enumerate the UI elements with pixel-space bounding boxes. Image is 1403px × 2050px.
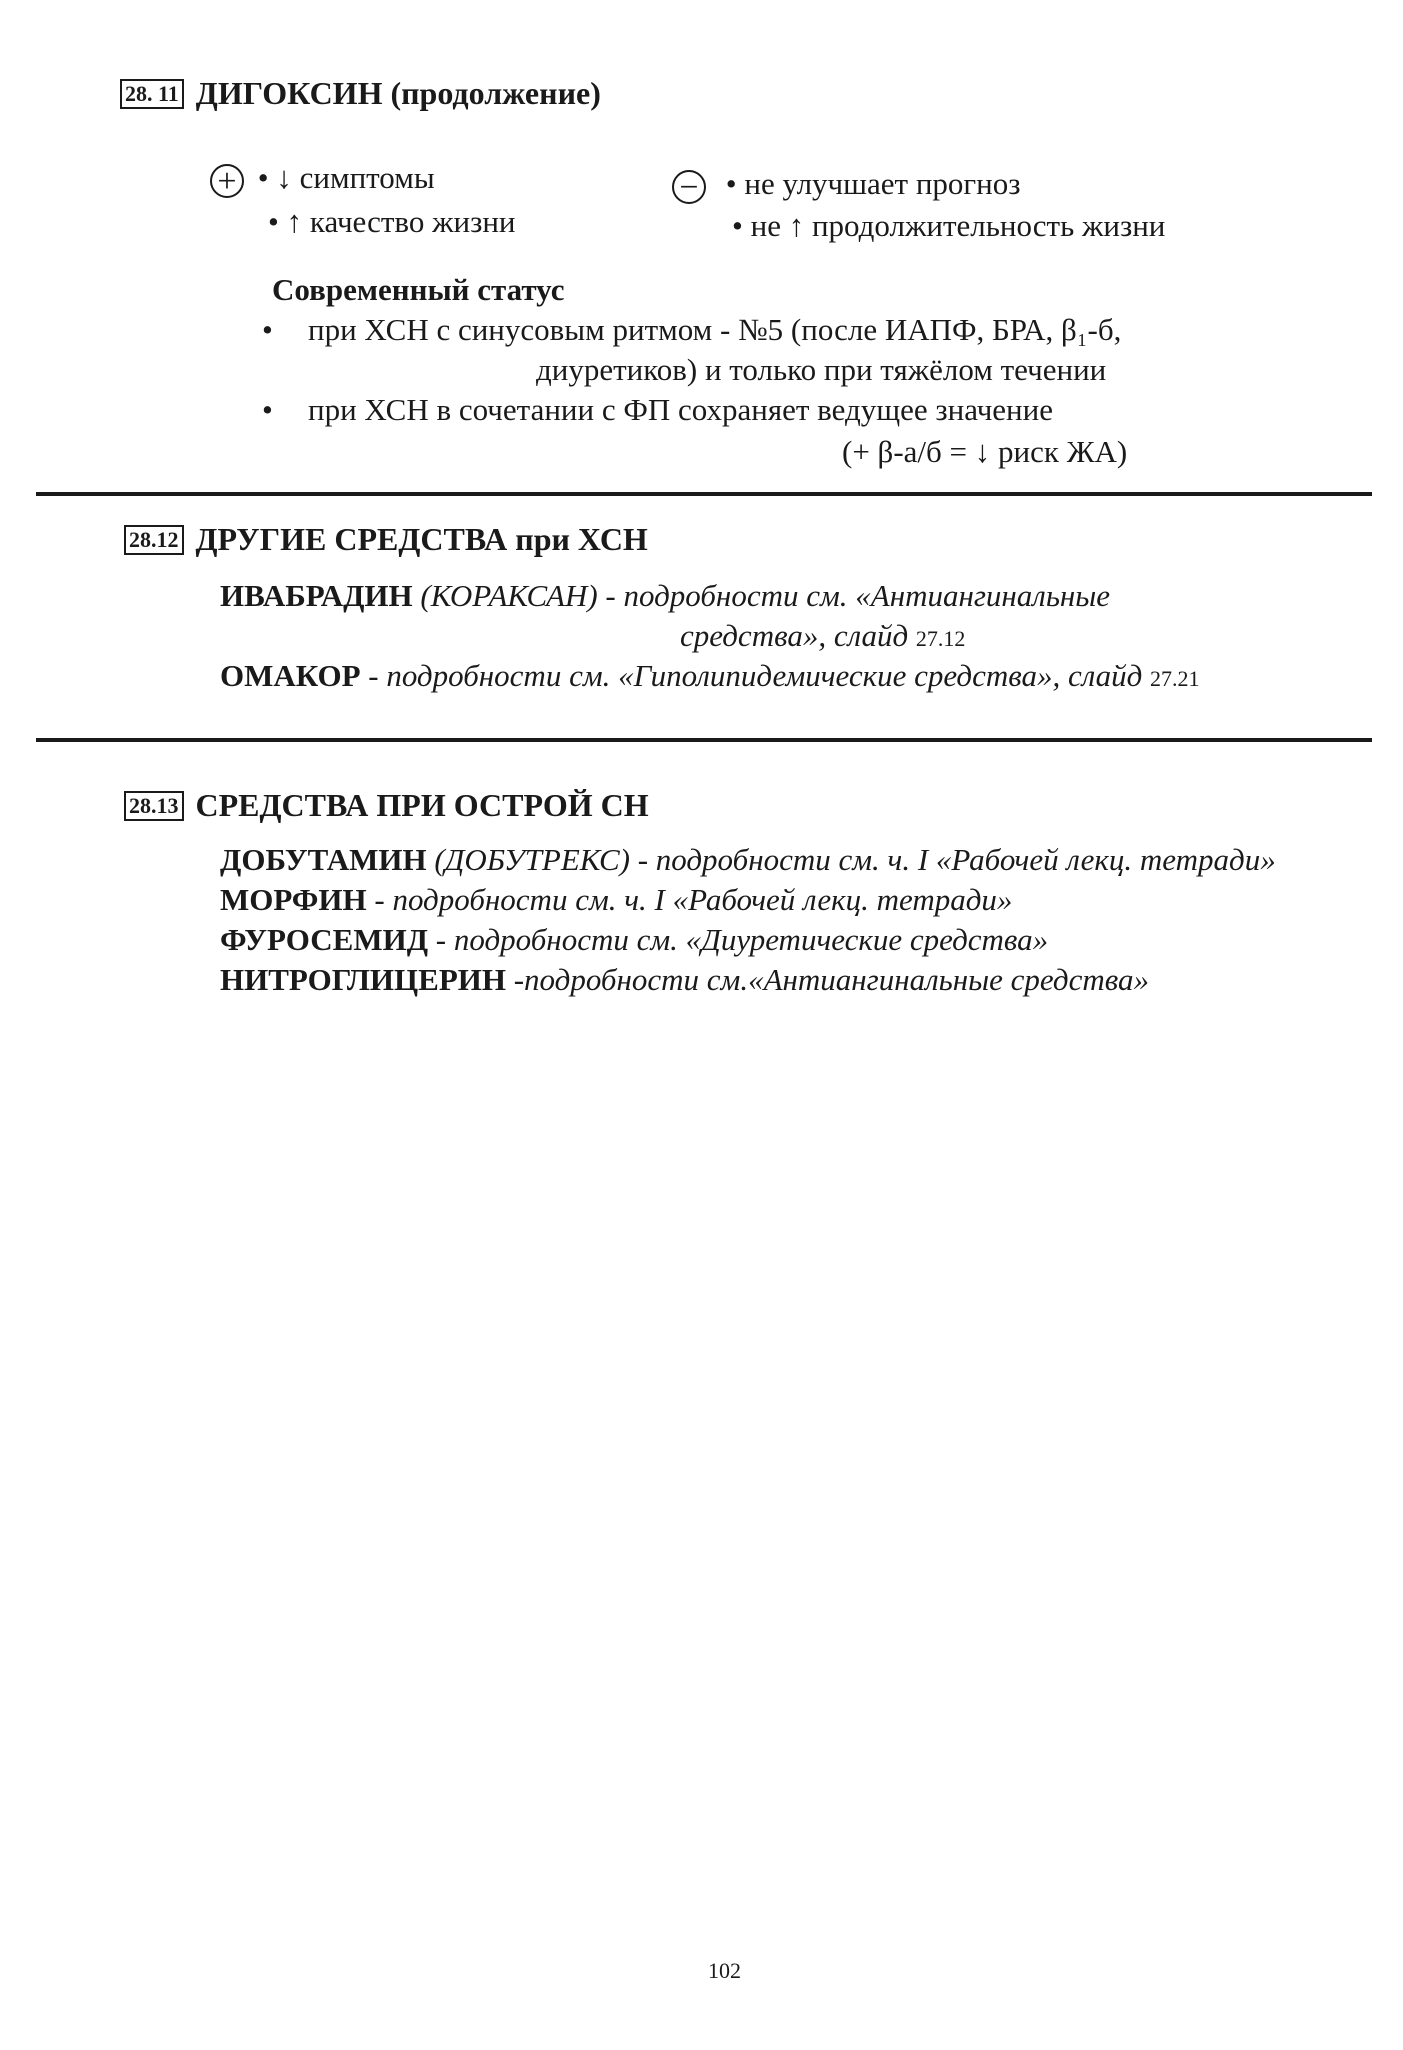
drug-name: ОМАКОР bbox=[220, 658, 361, 693]
drug-note: средства», слайд bbox=[680, 618, 916, 653]
section-28-11-heading bbox=[120, 72, 601, 112]
drug-name: ИВАБРАДИН bbox=[220, 578, 413, 613]
status-item-cont: диуретиков) и только при тяжёлом течении bbox=[536, 352, 1107, 387]
drug-line bbox=[220, 922, 1048, 958]
pros-block bbox=[210, 160, 435, 198]
drug-line bbox=[220, 962, 1149, 998]
status-bullet: • bbox=[262, 392, 273, 427]
drug-line bbox=[220, 578, 1110, 614]
section-28-12-heading bbox=[124, 518, 648, 558]
drug-line bbox=[220, 658, 1200, 694]
section-divider bbox=[36, 738, 1372, 742]
pro-item: • ↓ симптомы bbox=[257, 160, 435, 195]
section-title: ДРУГИЕ СРЕДСТВА при ХСН bbox=[195, 521, 648, 558]
drug-line bbox=[220, 842, 1276, 878]
con-item: • не ↑ продолжительность жизни bbox=[732, 208, 1166, 243]
section-title: СРЕДСТВА ПРИ ОСТРОЙ СН bbox=[195, 787, 649, 824]
status-item-cont: (+ β-а/б = ↓ риск ЖА) bbox=[842, 434, 1128, 469]
drug-note: - подробности см. «Гиполипидемические средства», слайд bbox=[360, 658, 1151, 693]
drug-note: (КОРАКСАН) - подробности см. «Антиангинальные bbox=[412, 578, 1111, 613]
drug-line-cont bbox=[680, 618, 965, 654]
status-bullet: • bbox=[262, 312, 273, 347]
minus-circle-icon: − bbox=[672, 170, 706, 204]
plus-circle-icon: + bbox=[210, 164, 244, 198]
drug-name: ФУРОСЕМИД bbox=[220, 922, 429, 957]
drug-name: НИТРОГЛИЦЕРИН bbox=[220, 962, 506, 997]
con-item: • не улучшает прогноз bbox=[725, 166, 1021, 201]
section-number: 28.13 bbox=[124, 791, 184, 821]
drug-note: (ДОБУТРЕКС) - подробности см. ч. I «Рабочей лекц. тетради» bbox=[426, 842, 1276, 877]
drug-name: МОРФИН bbox=[220, 882, 367, 917]
section-title: ДИГОКСИН (продолжение) bbox=[195, 75, 601, 112]
drug-note: -подробности см.«Антиангинальные средства» bbox=[505, 962, 1149, 997]
drug-line bbox=[220, 882, 1012, 918]
section-number: 28.12 bbox=[124, 525, 184, 555]
status-heading: Современный статус bbox=[272, 272, 565, 307]
slide-ref: 27.12 bbox=[915, 626, 966, 651]
drug-note: - подробности см. «Диуретические средства» bbox=[428, 922, 1049, 957]
pro-item: • ↑ качество жизни bbox=[268, 204, 516, 239]
page-number: 102 bbox=[708, 1958, 741, 1983]
section-number: 28. 11 bbox=[120, 79, 184, 109]
drug-note: - подробности см. ч. I «Рабочей лекц. тетради» bbox=[366, 882, 1013, 917]
section-divider bbox=[36, 492, 1372, 496]
section-28-13-heading bbox=[124, 784, 649, 824]
status-item: при ХСН с синусовым ритмом - №5 (после ИАПФ, БРА, β₁-б, bbox=[308, 312, 1122, 347]
status-item: при ХСН в сочетании с ФП сохраняет ведущее значение bbox=[308, 392, 1053, 427]
cons-block bbox=[672, 166, 1020, 204]
slide-ref: 27.21 bbox=[1150, 666, 1200, 691]
drug-name: ДОБУТАМИН bbox=[220, 842, 427, 877]
